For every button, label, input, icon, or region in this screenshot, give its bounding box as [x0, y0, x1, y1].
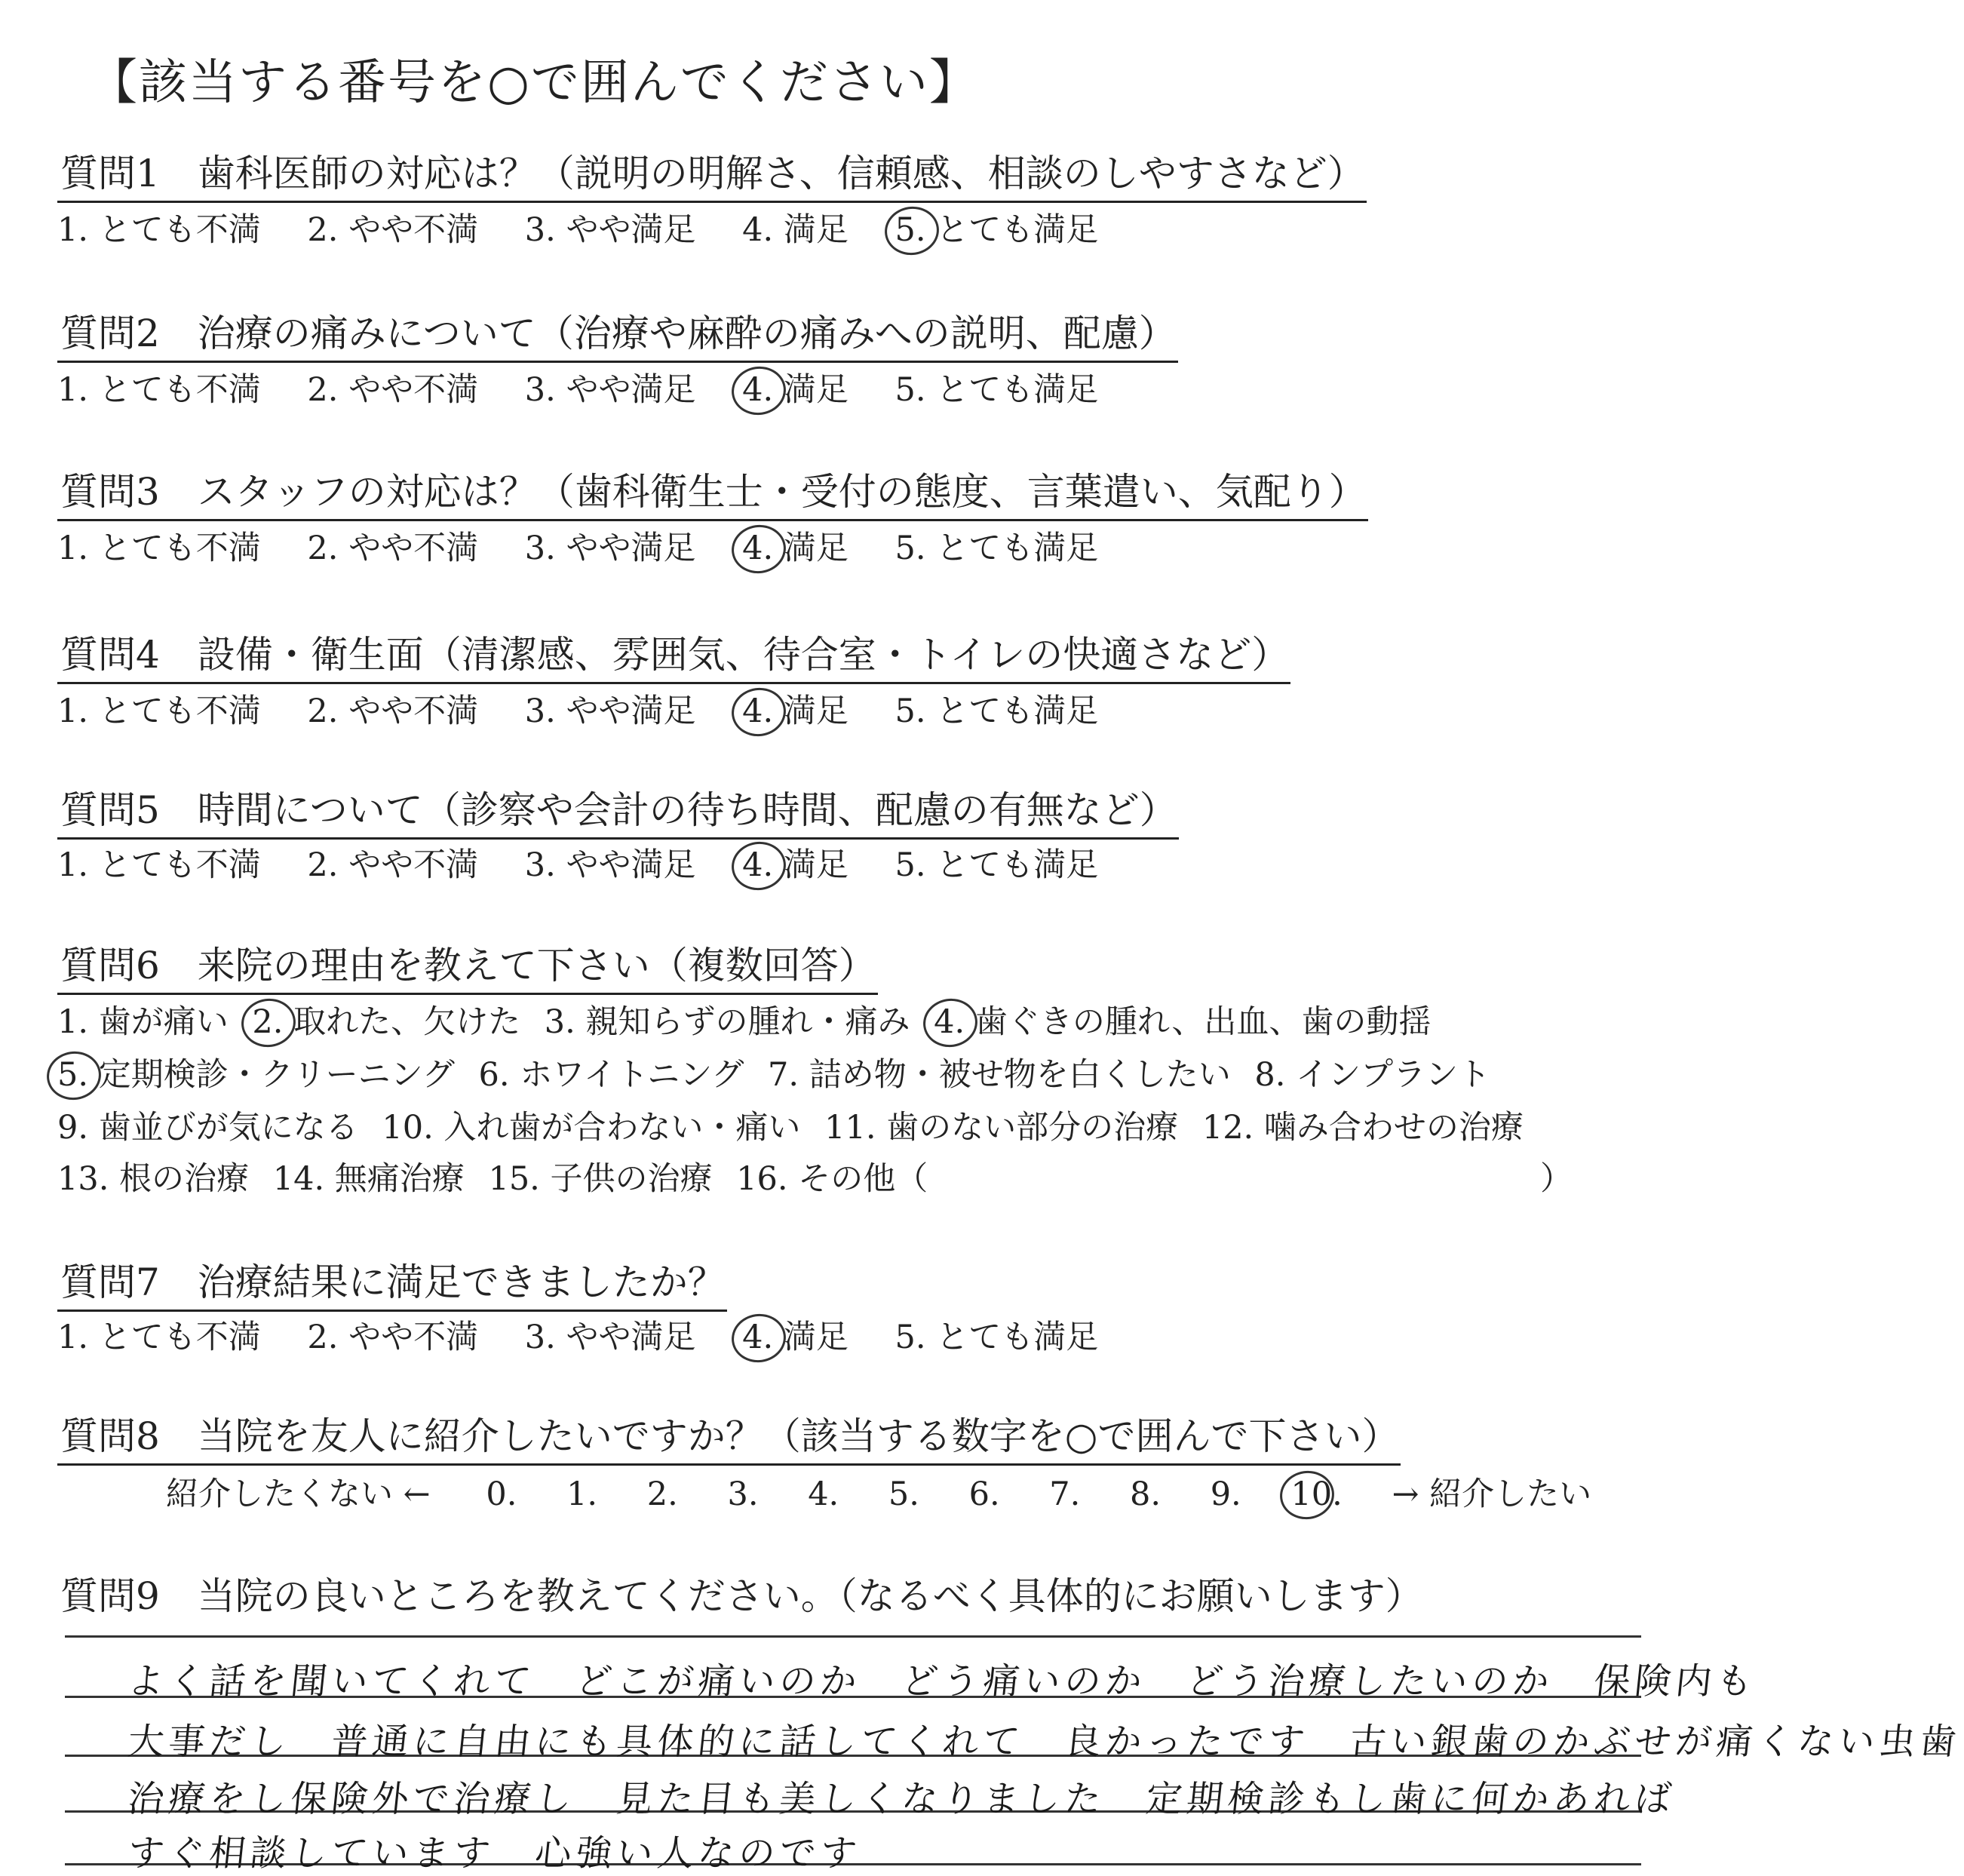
q8-number-4[interactable]: 4. — [808, 1475, 839, 1513]
q1-option-2[interactable]: 2. やや不満 — [307, 211, 479, 249]
q8-number-1[interactable]: 1. — [566, 1475, 598, 1513]
q6-row-4 — [57, 1160, 1586, 1199]
q4-option-4[interactable]: 4. 満足 — [742, 692, 849, 730]
question-4-heading: 質問4 設備・衛生面（清潔感、雰囲気、待合室・トイレの快適さなど） — [57, 632, 1290, 684]
question-3-heading: 質問3 スタッフの対応は？（歯科衛生士・受付の態度、言葉遣い、気配り） — [57, 469, 1368, 521]
q2-option-4[interactable]: 4. 満足 — [742, 371, 849, 409]
q8-number-10[interactable]: 10. — [1290, 1475, 1343, 1513]
answer-line-rule-1 — [65, 1635, 1641, 1638]
q7-option-4[interactable]: 4. 満足 — [742, 1319, 849, 1356]
q4-option-3[interactable]: 3. やや満足 — [524, 692, 696, 730]
question-4-choices — [57, 692, 1098, 732]
q6-option-12[interactable]: 12. 噛み合わせの治療 — [1201, 1109, 1524, 1147]
q9-answer-line-1[interactable]: よく話を聞いてくれて どこが痛いのか どう痛いのか どう治療したいのか 保険内も — [125, 1660, 1760, 1703]
q6-option-10[interactable]: 10. 入れ歯が合わない・痛い — [382, 1109, 801, 1147]
q8-right-label: → 紹介したい — [1392, 1475, 1592, 1513]
question-1-heading: 質問1 歯科医師の対応は？（説明の明解さ、信頼感、相談のしやすさなど） — [57, 151, 1367, 203]
q8-number-0[interactable]: 0. — [486, 1475, 517, 1513]
q6-row-2 — [57, 1056, 1504, 1095]
q4-option-5[interactable]: 5. とても満足 — [895, 692, 1099, 730]
q7-option-1[interactable]: 1. とても不満 — [57, 1319, 261, 1356]
q8-scale — [166, 1475, 1591, 1515]
q3-option-5[interactable]: 5. とても満足 — [895, 530, 1099, 567]
q3-option-2[interactable]: 2. やや不満 — [307, 530, 479, 567]
q6-row-1 — [57, 1003, 1444, 1042]
q8-number-9[interactable]: 9. — [1210, 1475, 1241, 1513]
q9-answer-line-4[interactable]: すぐ相談しています 心強い人なのです — [125, 1832, 864, 1874]
q1-option-5[interactable]: 5. とても満足 — [895, 211, 1099, 249]
q2-option-2[interactable]: 2. やや不満 — [307, 371, 479, 409]
q6-option-9[interactable]: 9. 歯並びが気になる — [57, 1109, 358, 1147]
q2-option-3[interactable]: 3. やや満足 — [524, 371, 696, 409]
q7-option-5[interactable]: 5. とても満足 — [895, 1319, 1099, 1356]
q6-other-close-paren: ） — [1539, 1160, 1573, 1198]
question-5-choices — [57, 846, 1098, 886]
q6-option-1[interactable]: 1. 歯が痛い — [57, 1003, 229, 1041]
question-2-choices — [57, 371, 1098, 410]
q5-option-5[interactable]: 5. とても満足 — [895, 846, 1099, 884]
q8-number-2[interactable]: 2. — [646, 1475, 678, 1513]
q8-number-3[interactable]: 3. — [727, 1475, 759, 1513]
q2-option-1[interactable]: 1. とても不満 — [57, 371, 261, 409]
q6-option-5[interactable]: 5. 定期検診・クリーニング — [57, 1056, 455, 1094]
q1-option-3[interactable]: 3. やや満足 — [524, 211, 696, 249]
q3-option-4[interactable]: 4. 満足 — [742, 530, 849, 567]
q6-option-16[interactable]: 16. その他（ — [736, 1160, 928, 1198]
q6-option-13[interactable]: 13. 根の治療 — [57, 1160, 250, 1198]
q6-option-3[interactable]: 3. 親知らずの腫れ・痛み — [544, 1003, 910, 1041]
q4-option-2[interactable]: 2. やや不満 — [307, 692, 479, 730]
q3-option-1[interactable]: 1. とても不満 — [57, 530, 261, 567]
q6-option-11[interactable]: 11. 歯のない部分の治療 — [824, 1109, 1179, 1147]
question-3-choices — [57, 530, 1098, 569]
q8-left-label: 紹介したくない ← — [166, 1475, 431, 1513]
q1-option-1[interactable]: 1. とても不満 — [57, 211, 261, 249]
q5-option-1[interactable]: 1. とても不満 — [57, 846, 261, 884]
page-title: 【該当する番号を○で囲んでください】 — [89, 55, 979, 111]
q6-row-3 — [57, 1109, 1537, 1148]
q7-option-3[interactable]: 3. やや満足 — [524, 1319, 696, 1356]
q9-answer-line-2[interactable]: 大事だし 普通に自由にも具体的に話してくれて 良かったです 古い銀歯のかぶせが痛くない虫歯 — [125, 1721, 1963, 1763]
q6-option-7[interactable]: 7. 詰め物・被せ物を白くしたい — [768, 1056, 1231, 1094]
question-2-heading: 質問2 治療の痛みについて（治療や麻酔の痛みへの説明、配慮） — [57, 311, 1178, 363]
question-9-heading: 質問9 当院の良いところを教えてください。（なるべく具体的にお願いします） — [60, 1574, 1423, 1618]
question-7-heading: 質問7 治療結果に満足できましたか？ — [57, 1260, 727, 1312]
q8-number-7[interactable]: 7. — [1049, 1475, 1081, 1513]
q8-number-8[interactable]: 8. — [1130, 1475, 1162, 1513]
q8-number-5[interactable]: 5. — [888, 1475, 919, 1513]
question-6-heading: 質問6 来院の理由を教えて下さい（複数回答） — [57, 943, 878, 995]
q6-option-2[interactable]: 2. 取れた、欠けた — [252, 1003, 521, 1041]
q9-answer-line-3[interactable]: 治療をし保険外で治療し 見た目も美しくなりました 定期検診もし歯に何かあれば — [125, 1778, 1678, 1820]
q5-option-4[interactable]: 4. 満足 — [742, 846, 849, 884]
q3-option-3[interactable]: 3. やや満足 — [524, 530, 696, 567]
q4-option-1[interactable]: 1. とても不満 — [57, 692, 261, 730]
question-5-heading: 質問5 時間について（診察や会計の待ち時間、配慮の有無など） — [57, 788, 1179, 840]
q5-option-3[interactable]: 3. やや満足 — [524, 846, 696, 884]
q1-option-4[interactable]: 4. 満足 — [742, 211, 849, 249]
q6-option-14[interactable]: 14. 無痛治療 — [272, 1160, 465, 1198]
q2-option-5[interactable]: 5. とても満足 — [895, 371, 1099, 409]
question-7-choices — [57, 1319, 1098, 1358]
q8-number-6[interactable]: 6. — [968, 1475, 1000, 1513]
question-8-heading: 質問8 当院を友人に紹介したいですか？（該当する数字を○で囲んで下さい） — [57, 1414, 1401, 1466]
q5-option-2[interactable]: 2. やや不満 — [307, 846, 479, 884]
q6-option-8[interactable]: 8. インプラント — [1254, 1056, 1491, 1094]
question-1-choices — [57, 211, 1098, 250]
q6-option-15[interactable]: 15. 子供の治療 — [488, 1160, 713, 1198]
q6-option-4[interactable]: 4. 歯ぐきの腫れ、出血、歯の動揺 — [934, 1003, 1432, 1041]
q6-option-6[interactable]: 6. ホワイトニング — [478, 1056, 744, 1094]
q7-option-2[interactable]: 2. やや不満 — [307, 1319, 479, 1356]
